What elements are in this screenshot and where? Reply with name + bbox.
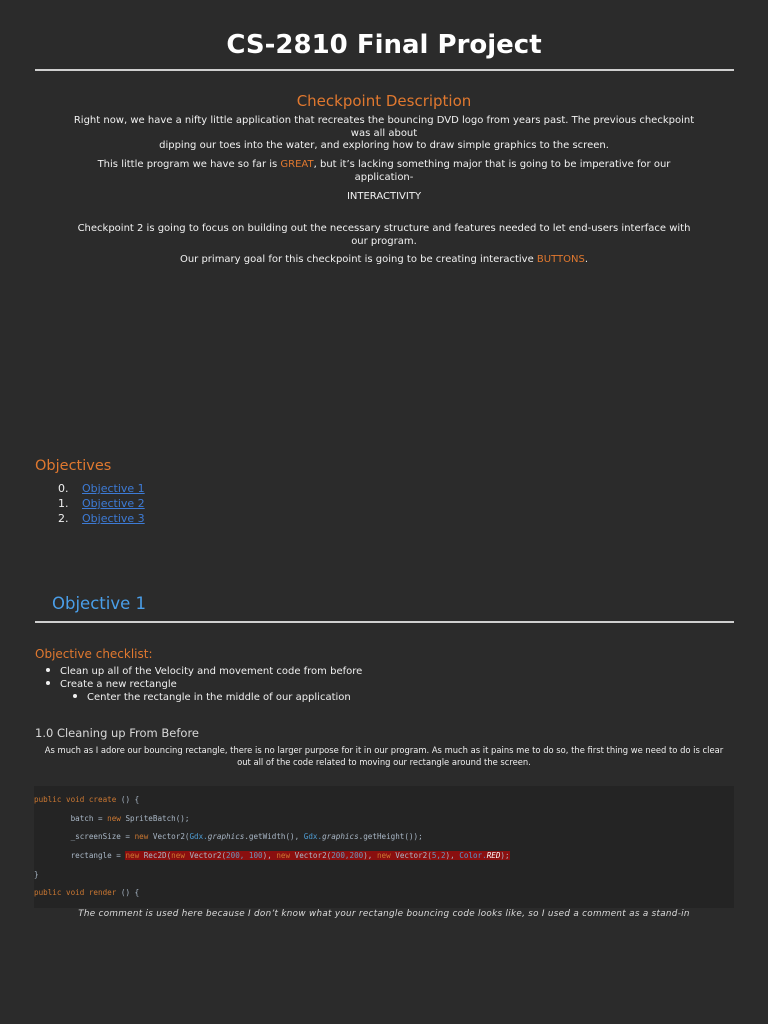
title-divider [35,69,734,71]
objective-1-divider [35,621,734,623]
code-token: batch = [34,813,108,823]
code-token: 200, 100 [226,851,263,861]
code-token: ); [500,851,510,861]
code-token: new [107,813,121,823]
code-token: Gdx. [189,832,208,842]
checklist-heading: Objective checklist: [35,647,153,661]
code-token [125,907,148,908]
code-token: new [134,832,149,842]
objective-1-link[interactable]: Objective 1 [82,482,145,495]
code-block [34,786,734,908]
checklist-item [46,679,177,690]
code-token: public void create [34,795,117,805]
code-token: RED [486,851,501,861]
checkpoint-para-2 [70,159,698,184]
code-token: Vector2( [290,851,332,861]
checklist-item [73,692,351,703]
code-token [153,907,212,908]
code-token: Vector2( [390,851,432,861]
bullet-icon [73,694,77,698]
para-2-text-end: , but it’s lacking something major that is going to be imperative for our application- [313,159,671,183]
code-line [34,832,734,841]
code-token: new [171,851,185,861]
checklist-item-label: Create a new rectangle [60,679,177,690]
code-token: () { [116,795,140,805]
buttons-highlight: BUTTONS [536,254,585,265]
list-number: 2. [58,512,69,525]
code-line [34,888,734,897]
code-line: } [34,869,39,879]
code-token: Rec2D( [139,851,172,861]
code-token: 5,2 [431,851,446,861]
list-item [58,511,145,526]
code-token: graphics [207,832,245,842]
para-4-text-end: . [584,254,589,265]
objective-3-link[interactable]: Objective 3 [82,512,145,525]
code-token: Vector2( [148,832,190,842]
bullet-icon [46,668,50,672]
checklist-item-label: Clean up all of the Velocity and movement code from before [60,666,363,677]
section-paragraph [34,745,734,768]
objective-1-heading: Objective 1 [52,594,146,613]
objective-2-link[interactable]: Objective 2 [82,497,145,510]
great-highlight: GREAT [280,159,314,170]
code-caption: The comment is used here because I don’t know what your rectangle bouncing code looks like, so I used a comment as a stand-in [78,909,690,919]
code-token: new [376,851,391,861]
interactivity-label: INTERACTIVITY [346,191,422,202]
code-token: Vector2( [184,851,227,861]
code-token: () { [116,888,140,898]
code-token: new [125,851,140,861]
section-paragraph-line-1: As much as I adore our bouncing rectangle, there is no larger purpose for it in our program. As much as it pains me to do so, the first thing we need to do is clear [44,745,724,755]
code-token: new [276,851,291,861]
code-line [34,814,734,823]
code-token: .getWidth(), [244,832,304,842]
checkpoint-para-1-line-1: Right now, we have a nifty little application that recreates the bouncing DVD logo from years past. The previous checkpoint was all about [73,115,695,139]
code-token: .getHeight()); [358,832,423,842]
code-token [34,907,125,908]
code-line [34,851,734,860]
list-item [58,481,145,496]
code-token [212,907,221,908]
para-2-text: This little program we have so far is [97,159,281,170]
code-token: ), [363,851,377,861]
section-paragraph-line-2: out all of the code related to moving our rectangle around the screen. [237,756,531,767]
list-number: 0. [58,482,69,495]
list-number: 1. [58,497,69,510]
code-token: public void render [34,888,117,898]
code-token: ), [262,851,277,861]
checkpoint-para-4 [70,254,698,267]
section-heading: 1.0 Cleaning up From Before [35,726,200,740]
code-token: graphics [322,832,359,842]
checkpoint-heading: Checkpoint Description [296,92,472,110]
list-item [58,496,145,511]
code-line [34,907,734,908]
checkpoint-para-3: Checkpoint 2 is going to focus on building out the necessary structure and features needed to let end-users interface with our program. [77,223,691,247]
code-line [34,795,734,804]
code-token: rectangle = [34,851,126,861]
checkpoint-para-1 [70,115,698,153]
code-token: Gdx. [303,832,323,842]
code-token: 200,200 [331,851,364,861]
checklist-item-label: Center the rectangle in the middle of our application [87,692,351,703]
code-token: Color. [459,851,487,861]
code-token: _screenSize = [34,832,135,842]
para-4-text: Our primary goal for this checkpoint is going to be creating interactive [179,254,537,265]
objectives-heading: Objectives [35,458,112,474]
code-token: ), [445,851,460,861]
bullet-icon [46,681,50,685]
objectives-list [58,481,145,526]
page-title: CS-2810 Final Project [226,30,542,60]
code-token: SpriteBatch(); [120,813,190,823]
checklist-item [46,666,362,677]
checkpoint-para-1-line-2: dipping our toes into the water, and exploring how to draw simple graphics to the screen. [159,140,609,151]
